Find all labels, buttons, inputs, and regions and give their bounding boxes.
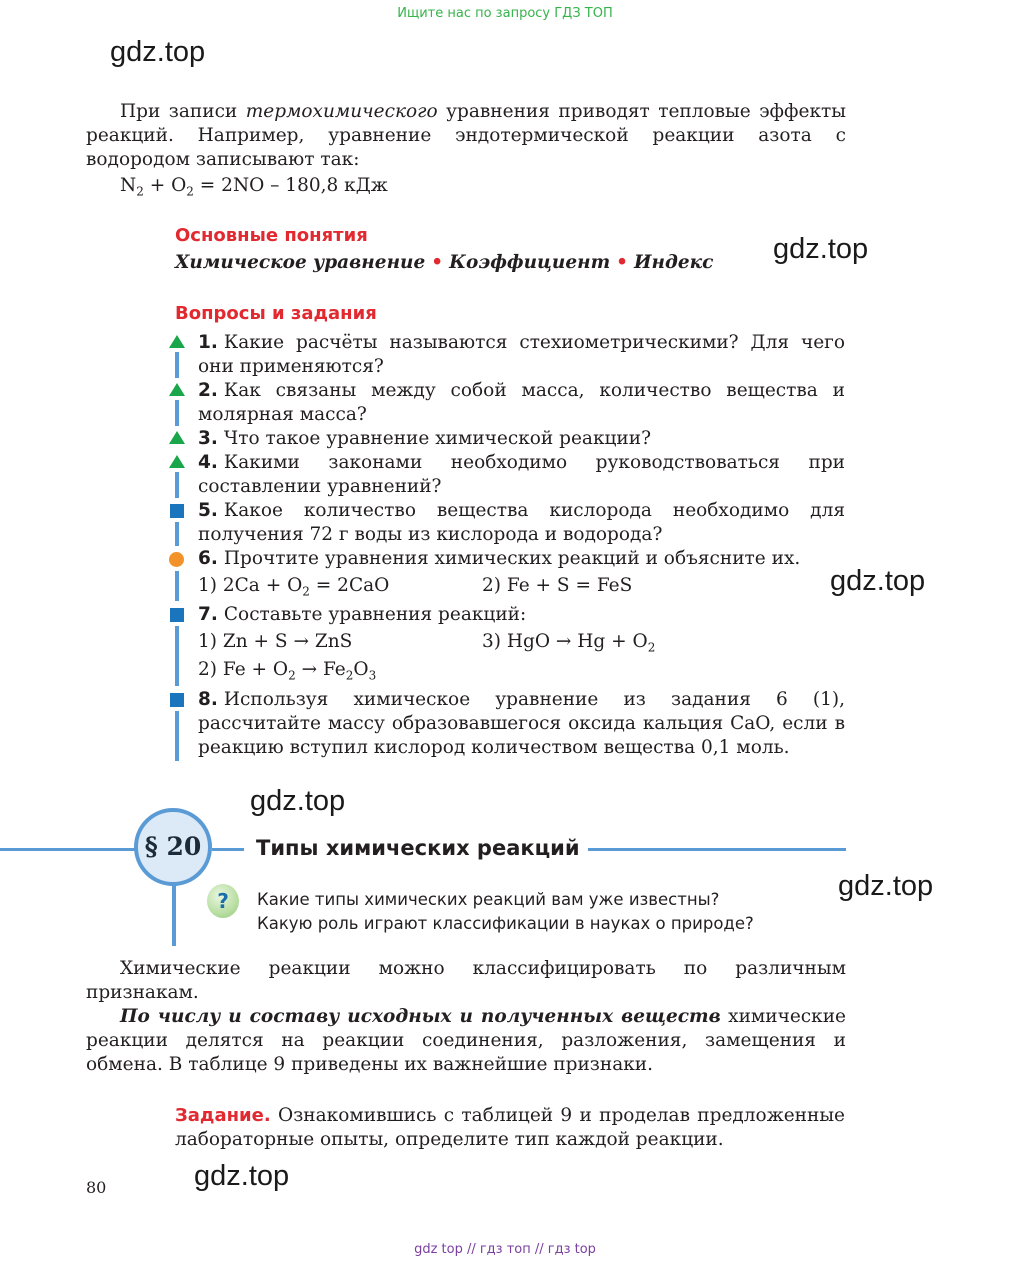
q7-equation-2: 2) $Fe + O_2 \to Fe_2O_3$: [198, 659, 377, 683]
q7-equation-3: 3) HgO → $Hg + O_2$: [482, 631, 656, 655]
level-a-marker-icon: [169, 335, 185, 348]
level-a-marker-icon: [169, 455, 185, 468]
section-intro-question: Какие типы химических реакций вам уже известны?: [257, 890, 720, 909]
question-item: 7. Составьте уравнения реакций:: [198, 604, 527, 625]
thermochemical-equation: $N_2 + O_2 = 2NO - 180,8$ кДж: [120, 175, 388, 199]
section-number-badge: § 20: [134, 808, 212, 886]
watermark: gdz.top: [773, 233, 869, 265]
question-item: 1. Какие расчёты называются стехиометрическими? Для чего они применяются?: [198, 332, 845, 377]
page-number: 80: [86, 1178, 107, 1197]
q7-equation-1: 1) Zn + S → ZnS: [198, 631, 353, 652]
watermark: gdz.top: [838, 870, 934, 902]
question-bar: [175, 472, 179, 498]
section-intro-question: Какую роль играют классификации в науках о природе?: [257, 914, 754, 933]
level-b-marker-icon: [170, 608, 184, 622]
questions-heading: Вопросы и задания: [175, 303, 377, 324]
top-banner[interactable]: Ищите нас по запросу ГДЗ ТОП: [397, 6, 613, 21]
body-paragraph: Химические реакции можно классифицировать по различным признакам.: [86, 958, 846, 1003]
question-item: 4. Какими законами необходимо руководствоваться при составлении уравнений?: [198, 452, 845, 497]
section-title: Типы химических реакций: [256, 836, 580, 860]
question-bar: [175, 400, 179, 426]
intro-paragraph: При записи термохимического уравнения приводят тепловые эффекты реакций. Например, уравнение эндотермической реакции азота с водородом записывают так:: [86, 101, 846, 170]
section-vertical-rule: [172, 884, 176, 946]
level-a-marker-icon: [169, 383, 185, 396]
question-item: 5. Какое количество вещества кислорода необходимо для получения 72 г воды из кислорода и водорода?: [198, 500, 845, 545]
question-item: 2. Как связаны между собой масса, количество вещества и молярная масса?: [198, 380, 845, 425]
level-c-marker-icon: [169, 552, 184, 567]
question-mark-icon: ?: [207, 884, 239, 918]
level-b-marker-icon: [170, 504, 184, 518]
watermark: gdz.top: [194, 1160, 290, 1192]
question-item: 6. Прочтите уравнения химических реакций и объясните их.: [198, 548, 801, 569]
section-rule-mid: [212, 848, 244, 851]
question-item: 3. Что такое уравнение химической реакции?: [198, 428, 651, 449]
watermark: gdz.top: [250, 785, 346, 817]
question-bar: [175, 522, 179, 546]
task-paragraph: Задание. Ознакомившись с таблицей 9 и проделав предложенные лабораторные опыты, определите тип каждой реакции.: [175, 1105, 845, 1150]
q6-equation-1: 1) $2Ca + O_2 = 2CaO$: [198, 575, 390, 599]
question-bar: [175, 711, 179, 761]
bottom-banner[interactable]: gdz top // гдз топ // гдз top: [414, 1242, 596, 1257]
concepts-heading: Основные понятия: [175, 225, 368, 246]
watermark: gdz.top: [110, 36, 206, 68]
question-item: 8. Используя химическое уравнение из задания 6 (1), рассчитайте массу образовавшегося оксида кальция CaO, если в реакцию вступил кислород количеством вещества 0,1 моль.: [198, 689, 845, 758]
watermark: gdz.top: [830, 565, 926, 597]
concepts-list: Химическое уравнение • Коэффициент • Индекс: [175, 252, 714, 273]
level-a-marker-icon: [169, 431, 185, 444]
body-paragraph: По числу и составу исходных и полученных веществ химические реакции делятся на реакции соединения, разложения, замещения и обмена. В таблице 9 приведены их важнейшие признаки.: [86, 1006, 847, 1075]
question-bar: [175, 626, 179, 686]
level-b-marker-icon: [170, 693, 184, 707]
q6-equation-2: 2) Fe + S = FeS: [482, 575, 633, 596]
question-bar: [175, 571, 179, 601]
question-bar: [175, 352, 179, 378]
section-rule-right: [588, 848, 846, 851]
section-rule-left: [0, 848, 136, 851]
